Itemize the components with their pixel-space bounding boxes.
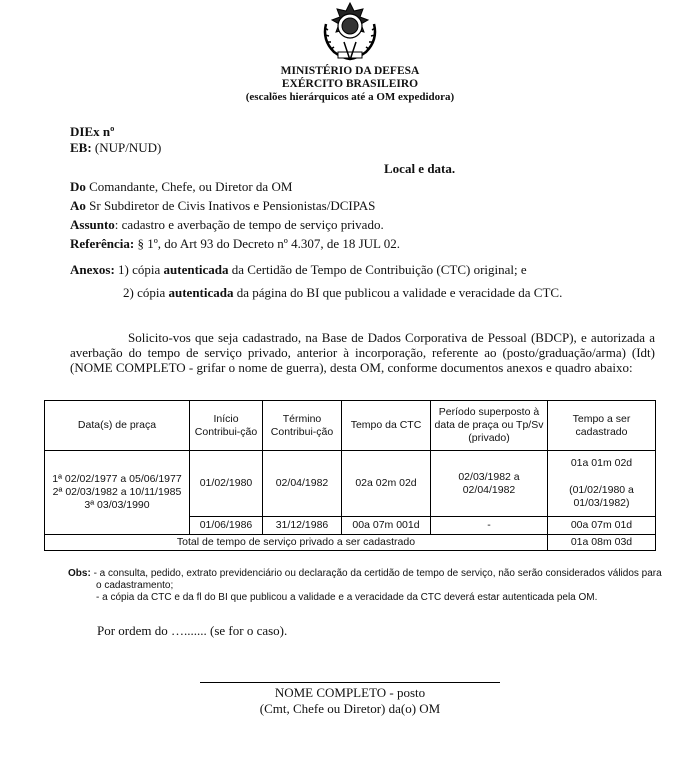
annexes-label: Anexos: [70,262,115,277]
coat-of-arms-emblem [318,2,382,64]
subject-label: Assunto [70,217,115,232]
praca-dates-cell [45,451,190,535]
header-periodo: Período superposto à data de praça ou Tp/Sv (privado) [431,401,548,451]
row2-tempo: 00a 07m 001d [342,517,431,535]
row1-inicio: 01/02/1980 [190,451,263,517]
row1-periodo: 02/03/1982 a 02/04/1982 [431,451,548,517]
annex1-bold: autenticada [163,262,229,277]
from-value: Comandante, Chefe, ou Diretor da OM [89,179,293,194]
row1-tempo: 02a 02m 02d [342,451,431,517]
table-total-row [45,535,656,551]
annex1-prefix: 1) cópia [118,262,161,277]
subject-line [70,217,384,233]
praca-date-1: 1ª 02/02/1977 a 05/06/1977 [52,473,182,485]
header-inicio: Início Contribui-ção [190,401,263,451]
observations [68,568,663,604]
to-value: Sr Subdiretor de Civis Inativos e Pensionistas/DCIPAS [89,198,376,213]
local-date: Local e data. [384,161,456,176]
eb-value: (NUP/NUD) [94,140,162,155]
obs-label: Obs: [68,568,91,579]
subject-value: : cadastro e averbação de tempo de serviço privado. [114,217,384,232]
army-title: EXÉRCITO BRASILEIRO [281,78,419,90]
annex-line-2 [123,285,562,301]
to-label: Ao [70,198,86,213]
signer-role: (Cmt, Chefe ou Diretor) da(o) OM [259,701,441,716]
praca-date-3: 3ª 03/03/1990 [84,499,150,511]
signer-name: NOME COMPLETO - posto [274,685,426,700]
hierarchy-note: (escalões hierárquicos até a OM expedidora) [245,91,455,103]
annex2-prefix: 2) cópia [123,285,166,300]
praca-date-2: 2ª 02/03/1982 a 10/11/1985 [52,486,182,498]
annex2-bold: autenticada [168,285,234,300]
ministry-title: MINISTÉRIO DA DEFESA [280,65,420,77]
header-tempo-ctc: Tempo da CTC [342,401,431,451]
obs-line-2: - a cópia da CTC e da fl do BI que publicou a validade e a veracidade da CTC deverá estar autenticada pela OM. [96,592,598,603]
table-header-row [45,401,656,451]
from-label: Do [70,179,86,194]
annex2-suffix: da página do BI que publicou a validade e veracidade da CTC. [236,285,563,300]
row2-termino: 31/12/1986 [263,517,342,535]
row1-cadastrar-cell [548,451,656,517]
reference-label: Referência: [70,236,135,251]
request-paragraph: Solicito-vos que seja cadastrado, na Base de Dados Corporativa de Pessoal (BDCP), e autorizada a averbação do tempo de serviço privado, anterior à incorporação, referente ao (posto/graduação/arma) (Idt) (NOME COMPLETO - grifar o nome de guerra), desta OM, conforme documentos anexos e quadro abaixo: [70,330,655,375]
from-line [70,179,292,195]
header-praca: Data(s) de praça [45,401,190,451]
total-label: Total de tempo de serviço privado a ser cadastrado [45,535,548,551]
header-termino: Término Contribui-ção [263,401,342,451]
row2-cadastrar: 00a 07m 01d [548,517,656,535]
header-cadastrar: Tempo a ser cadastrado [548,401,656,451]
annex-line-1 [70,262,527,278]
service-time-table [44,400,656,551]
annex1-suffix: da Certidão de Tempo de Contribuição (CTC) original; e [231,262,527,277]
row2-periodo: - [431,517,548,535]
reference-line [70,236,400,252]
to-line [70,198,375,214]
signature-line [200,682,500,683]
row2-inicio: 01/06/1986 [190,517,263,535]
obs-line-1 [68,568,663,592]
eb-label: EB: [70,140,92,155]
eb-line [70,140,161,156]
reference-value: § 1º, do Art 93 do Decreto nº 4.307, de 18 JUL 02. [137,236,400,251]
total-value: 01a 08m 03d [548,535,656,551]
diex-number: DIEx nº [70,124,115,139]
row1-termino: 02/04/1982 [263,451,342,517]
row1-cadastrar-time: 01a 01m 02d [570,457,633,469]
row1-cadastrar-range: (01/02/1980 a 01/03/1982) [569,484,634,509]
obs-text-1: - a consulta, pedido, extrato previdenciário ou declaração da certidão de tempo de serviço, não serão considerados válidos para o cadastramento; [93,568,662,591]
table-row [45,451,656,517]
by-order-line: Por ordem do …....... (se for o caso). [97,623,288,638]
